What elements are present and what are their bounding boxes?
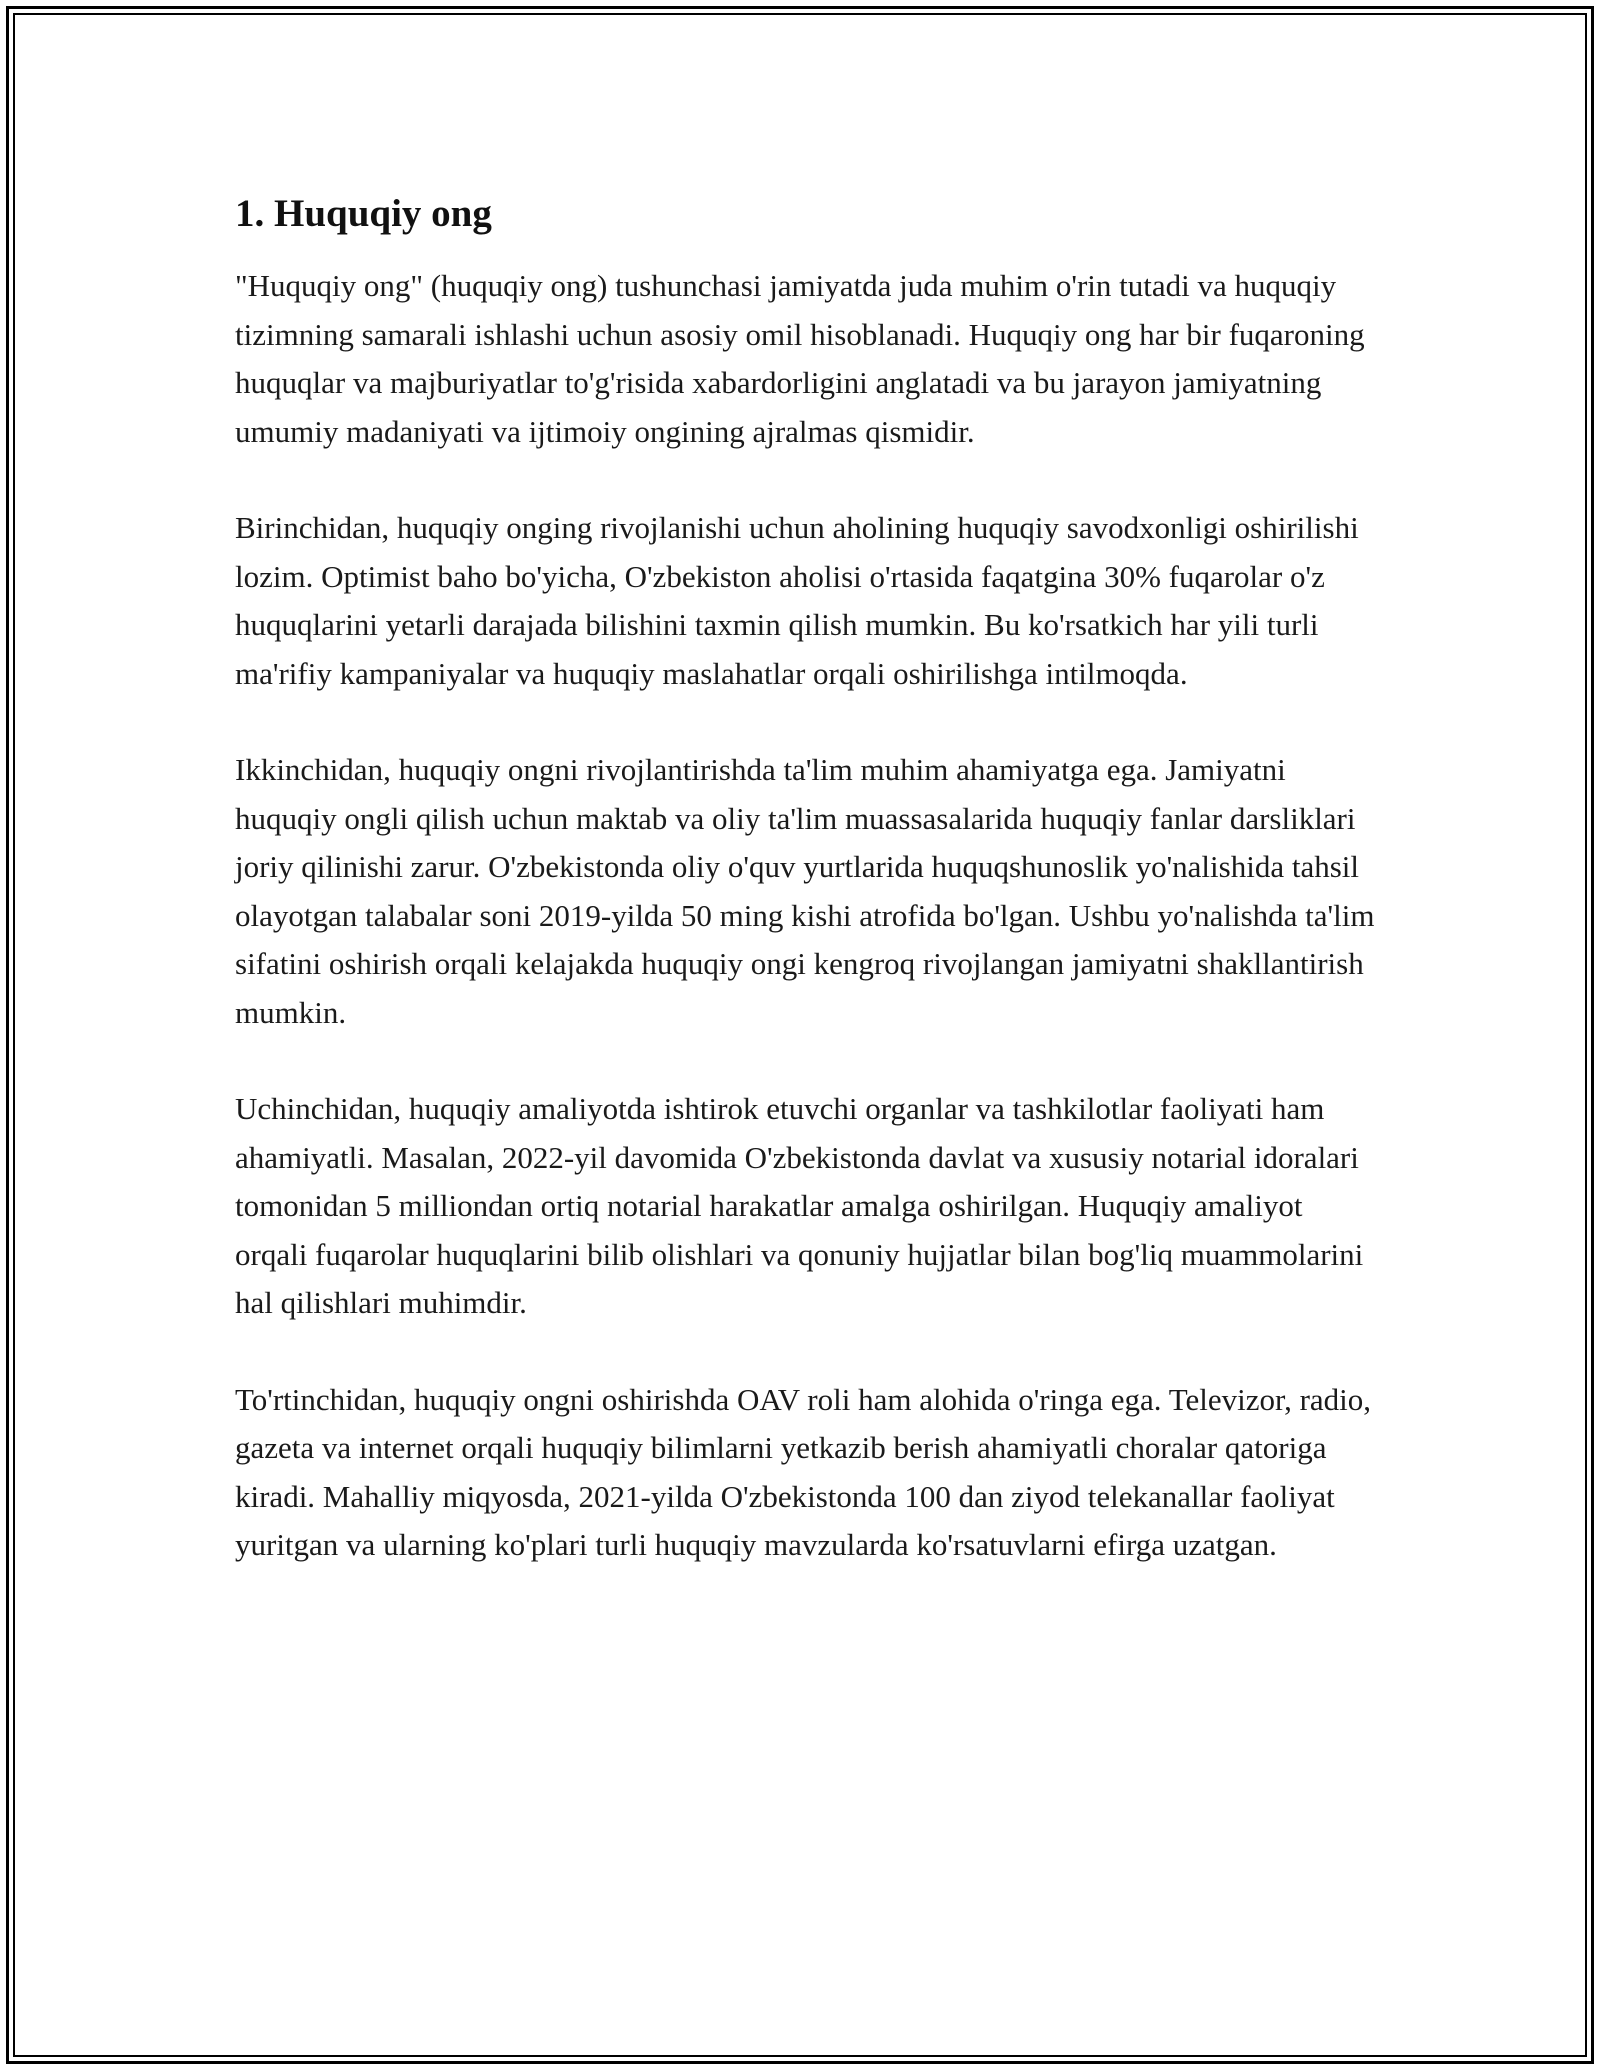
paragraph-first: Birinchidan, huquqiy onging rivojlanishi uchun aholining huquqiy savodxonligi oshirilishi lozim. Optimist baho bo'yicha, O'zbekiston aholisi o'rtasida faqatgina 30% fuqarolar o'z huquqlarini yetarli darajada bilishini taxmin qilish mumkin. Bu ko'rsatkich har yili turli ma'rifiy kampaniyalar va huquqiy maslahatlar orqali oshirilishga intilmoqda. bbox=[235, 510, 1359, 691]
document-body bbox=[235, 188, 1375, 1570]
paragraph-fourth: To'rtinchidan, huquqiy ongni oshirishda OAV roli ham alohida o'ringa ega. Televizor, radio, gazeta va internet orqali huquqiy bilimlarni yetkazib berish ahamiyatli choralar qatoriga kiradi. Mahalliy miqyosda, 2021-yilda O'zbekistonda 100 dan ziyod telekanallar faoliyat yuritgan va ularning ko'plari turli huquqiy mavzularda ko'rsatuvlarni efirga uzatgan. bbox=[235, 1381, 1372, 1562]
paragraph-third: Uchinchidan, huquqiy amaliyotda ishtirok etuvchi organlar va tashkilotlar faoliyati ham ahamiyatli. Masalan, 2022-yil davomida O'zbekistonda davlat va xususiy notarial idoralari tomonidan 5 milliondan ortiq notarial harakatlar amalga oshirilgan. Huquqiy amaliyot orqali fuqarolar huquqlarini bilib olishlari va qonuniy hujjatlar bilan bog'liq muammolarini hal qilishlari muhimdir. bbox=[235, 1091, 1364, 1320]
paragraph-second: Ikkinchidan, huquqiy ongni rivojlantirishda ta'lim muhim ahamiyatga ega. Jamiyatni huquqiy ongli qilish uchun maktab va oliy ta'lim muassasalarida huquqiy fanlar darsliklari joriy qilinishi zarur. O'zbekistonda oliy o'quv yurtlarida huquqshunoslik yo'nalishida tahsil olayotgan talabalar soni 2019-yilda 50 ming kishi atrofida bo'lgan. Ushbu yo'nalishda ta'lim sifatini oshirish orqali kelajakda huquqiy ongi kengroq rivojlangan jamiyatni shakllantirish mumkin. bbox=[235, 752, 1375, 1030]
paragraph-intro: "Huquqiy ong" (huquqiy ong) tushunchasi jamiyatda juda muhim o'rin tutadi va huquqiy tizimning samarali ishlashi uchun asosiy omil hisoblanadi. Huquqiy ong har bir fuqaroning huquqlar va majburiyatlar to'g'risida xabardorligini anglatadi va bu jarayon jamiyatning umumiy madaniyati va ijtimoiy ongining ajralmas qismidir. bbox=[235, 268, 1365, 449]
section-heading: 1. Huquqiy ong bbox=[235, 192, 492, 235]
